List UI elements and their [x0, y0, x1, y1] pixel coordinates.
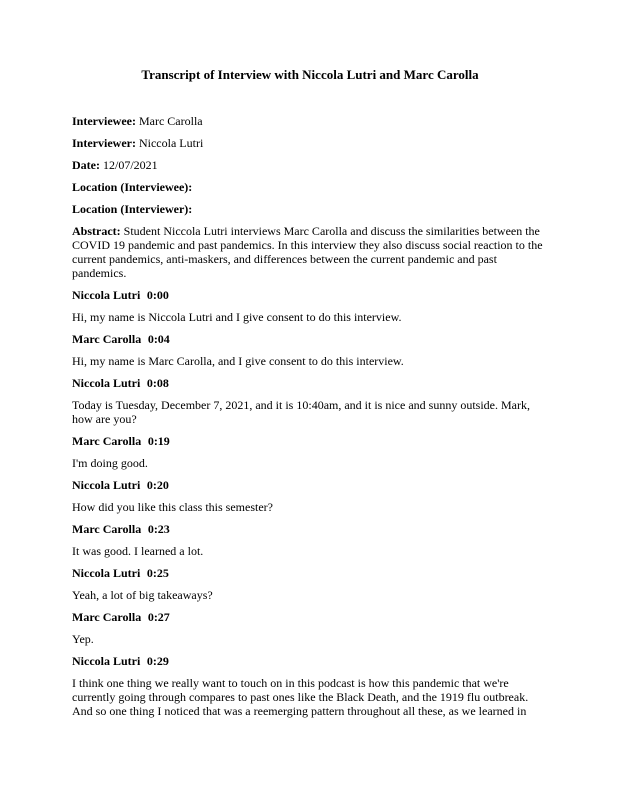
speaker-line	[72, 566, 548, 580]
speaker-name: Niccola Lutri	[72, 288, 141, 302]
page-title: Transcript of Interview with Niccola Lutri and Marc Carolla	[141, 67, 479, 82]
speaker-timestamp: 0:29	[146, 654, 169, 668]
speaker-name: Marc Carolla	[72, 332, 142, 346]
meta-line	[72, 224, 548, 280]
dialog-entry	[72, 654, 548, 718]
speaker-name: Marc Carolla	[72, 522, 142, 536]
dialog-entry	[72, 610, 548, 646]
dialog-text: How did you like this class this semester?	[72, 500, 273, 514]
speaker-name: Niccola Lutri	[72, 478, 141, 492]
speaker-line	[72, 332, 548, 346]
speaker-timestamp: 0:19	[147, 434, 170, 448]
speaker-name: Marc Carolla	[72, 610, 142, 624]
dialog-text: Hi, my name is Marc Carolla, and I give consent to do this interview.	[72, 354, 404, 368]
meta-value: Marc Carolla	[138, 114, 203, 128]
speaker-timestamp: 0:04	[147, 332, 170, 346]
speaker-timestamp: 0:00	[146, 288, 169, 302]
dialog-entry	[72, 332, 548, 368]
speaker-line	[72, 434, 548, 448]
speaker-timestamp: 0:23	[147, 522, 170, 536]
meta-label: Abstract:	[72, 224, 121, 238]
speaker-line	[72, 610, 548, 624]
dialog-text: Yeah, a lot of big takeaways?	[72, 588, 213, 602]
dialog-text: I'm doing good.	[72, 456, 148, 470]
meta-label: Interviewer:	[72, 136, 136, 150]
speaker-name: Marc Carolla	[72, 434, 142, 448]
speaker-timestamp: 0:20	[146, 478, 169, 492]
meta-value: 12/07/2021	[102, 158, 158, 172]
dialog-entry	[72, 376, 548, 426]
dialog-section	[72, 288, 548, 718]
dialog-entry	[72, 434, 548, 470]
speaker-timestamp: 0:27	[147, 610, 170, 624]
dialog-entry	[72, 288, 548, 324]
meta-value: Niccola Lutri	[138, 136, 204, 150]
speaker-line	[72, 654, 548, 668]
speaker-line	[72, 376, 548, 390]
meta-label: Date:	[72, 158, 100, 172]
meta-line	[72, 158, 548, 172]
speaker-name: Niccola Lutri	[72, 566, 141, 580]
speaker-timestamp: 0:25	[146, 566, 169, 580]
meta-line	[72, 114, 548, 128]
meta-line	[72, 202, 548, 216]
meta-section	[72, 114, 548, 280]
meta-value: Student Niccola Lutri interviews Marc Carolla and discuss the similarities between the COVID 19 pandemic and past pandemics. In this interview they also discuss social reaction to the current pandemics, anti-maskers, and differences between the current pandemic and past pandemics.	[72, 224, 543, 280]
dialog-text: Hi, my name is Niccola Lutri and I give consent to do this interview.	[72, 310, 402, 324]
meta-line	[72, 180, 548, 194]
speaker-timestamp: 0:08	[146, 376, 169, 390]
dialog-entry	[72, 478, 548, 514]
meta-label: Location (Interviewer):	[72, 202, 193, 216]
dialog-text: It was good. I learned a lot.	[72, 544, 204, 558]
dialog-entry	[72, 566, 548, 602]
speaker-line	[72, 288, 548, 302]
dialog-entry	[72, 522, 548, 558]
meta-line	[72, 136, 548, 150]
dialog-text: Yep.	[72, 632, 94, 646]
dialog-text: Today is Tuesday, December 7, 2021, and it is 10:40am, and it is nice and sunny outside. Mark, how are you?	[72, 398, 530, 426]
speaker-line	[72, 522, 548, 536]
speaker-line	[72, 478, 548, 492]
meta-label: Location (Interviewee):	[72, 180, 193, 194]
speaker-name: Niccola Lutri	[72, 376, 141, 390]
dialog-text: I think one thing we really want to touch on in this podcast is how this pandemic that we're currently going through compares to past ones like the Black Death, and the 1919 flu outbreak. And so one thing I noticed that was a reemerging pattern throughout all these, as we learned in	[72, 676, 529, 718]
speaker-name: Niccola Lutri	[72, 654, 141, 668]
meta-label: Interviewee:	[72, 114, 136, 128]
